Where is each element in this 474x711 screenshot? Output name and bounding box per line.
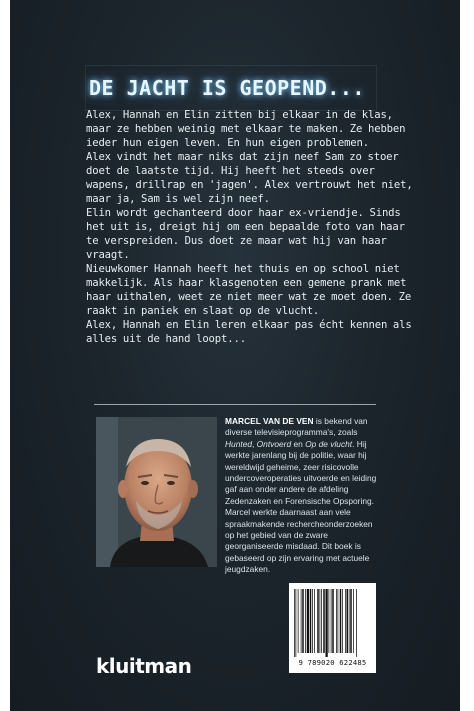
author-bio-text: is bekend van diverse televisieprogramma's, zoals (225, 416, 368, 438)
barcode-bar (305, 589, 306, 653)
show-title: Op de vlucht (305, 438, 353, 449)
blurb-paragraph: Alex, Hannah en Elin leren elkaar pas écht kennen als alles uit de hand loopt... (86, 319, 412, 345)
barcode-bar (320, 589, 321, 653)
blurb-paragraph: Alex, Hannah en Elin zitten bij elkaar in de klas, maar ze hebben weinig met elkaar te maken. Ze hebben ieder hun eigen leven. En hun eigen problemen. (86, 109, 406, 149)
barcode-bar (296, 589, 297, 657)
author-bio (225, 416, 377, 576)
barcode-bar (294, 589, 295, 657)
blurb-paragraph: Alex vindt het maar niks dat zijn neef Sam zo stoer doet de laatste tijd. Hij heeft het steeds over wapens, drillrap en 'jagen'. Alex vertrouwt het niet, maar ja, Sam is wel zijn neef. (86, 151, 413, 205)
barcode-bars (294, 589, 371, 657)
barcode-bar (312, 589, 313, 653)
show-title: Ontvoerd (256, 438, 292, 449)
barcode-bar (336, 589, 337, 653)
barcode-bar (301, 589, 302, 653)
barcode-bar (317, 589, 319, 653)
author-bio-text: . Hij werkte jarenlang bij de politie, waar hij wereldwijd geheime, zeer risicovolle undercoveroperaties uitvoerde en leiding gaf aan onder andere de afdeling Zedenzaken en Forensische Opsporing. Marcel werkte daarnaast aan vele spraakmakende rechercheonderzoeken op het gebied van de zware georganiseerde misdaad. Dit boek is gebaseerd op zijn ervaring met actuele jeugdzaken. (225, 438, 377, 575)
blurb-paragraph: Elin wordt gechanteerd door haar ex-vriendje. Sinds het uit is, dreigt hij om een bepaalde foto van haar te verspreiden. Dus doet ze maar wat hij van haar vraagt. (86, 207, 405, 261)
barcode-bar (338, 589, 339, 653)
blurb (86, 108, 416, 346)
barcode-bar (307, 589, 309, 653)
barcode-bar (298, 589, 299, 653)
author-bio-text: , (252, 438, 257, 449)
book-back-cover (10, 0, 460, 711)
barcode-bar (340, 589, 342, 653)
publisher-logo: kluitman (96, 654, 192, 678)
barcode-bar (342, 589, 343, 653)
barcode-bar (345, 589, 346, 653)
headline: DE JACHT IS GEOPEND... (89, 76, 365, 100)
author-name: MARCEL VAN DE VEN (225, 416, 314, 426)
barcode-icon (289, 583, 376, 673)
author-portrait-icon (96, 417, 217, 567)
barcode-digits: 9 789020 622485 (298, 658, 367, 667)
barcode-bar (353, 589, 354, 653)
barcode-bar (326, 589, 328, 657)
author-bio-text: en (291, 438, 306, 449)
author-portrait-drawing (96, 417, 217, 567)
barcode-bar (323, 589, 325, 653)
show-title: Hunted (225, 438, 253, 449)
barcode-bar (310, 589, 312, 653)
barcode-bar (314, 589, 315, 653)
barcode-bar (332, 589, 334, 653)
barcode-bar (350, 589, 352, 653)
barcode-bar (356, 589, 357, 657)
barcode-bar (349, 589, 350, 653)
barcode-bar (302, 589, 304, 653)
blurb-paragraph: Nieuwkomer Hannah heeft het thuis en op school niet makkelijk. Als haar klasgenoten een gemene prank met haar uithalen, weet ze niet meer wat ze moet doen. Ze raakt in paniek en slaat op de vlucht. (86, 263, 412, 317)
barcode-bar (329, 589, 330, 653)
barcode-bar (321, 589, 322, 653)
barcode-bar (347, 589, 349, 653)
section-divider (94, 404, 376, 405)
barcode-bar (331, 589, 332, 653)
